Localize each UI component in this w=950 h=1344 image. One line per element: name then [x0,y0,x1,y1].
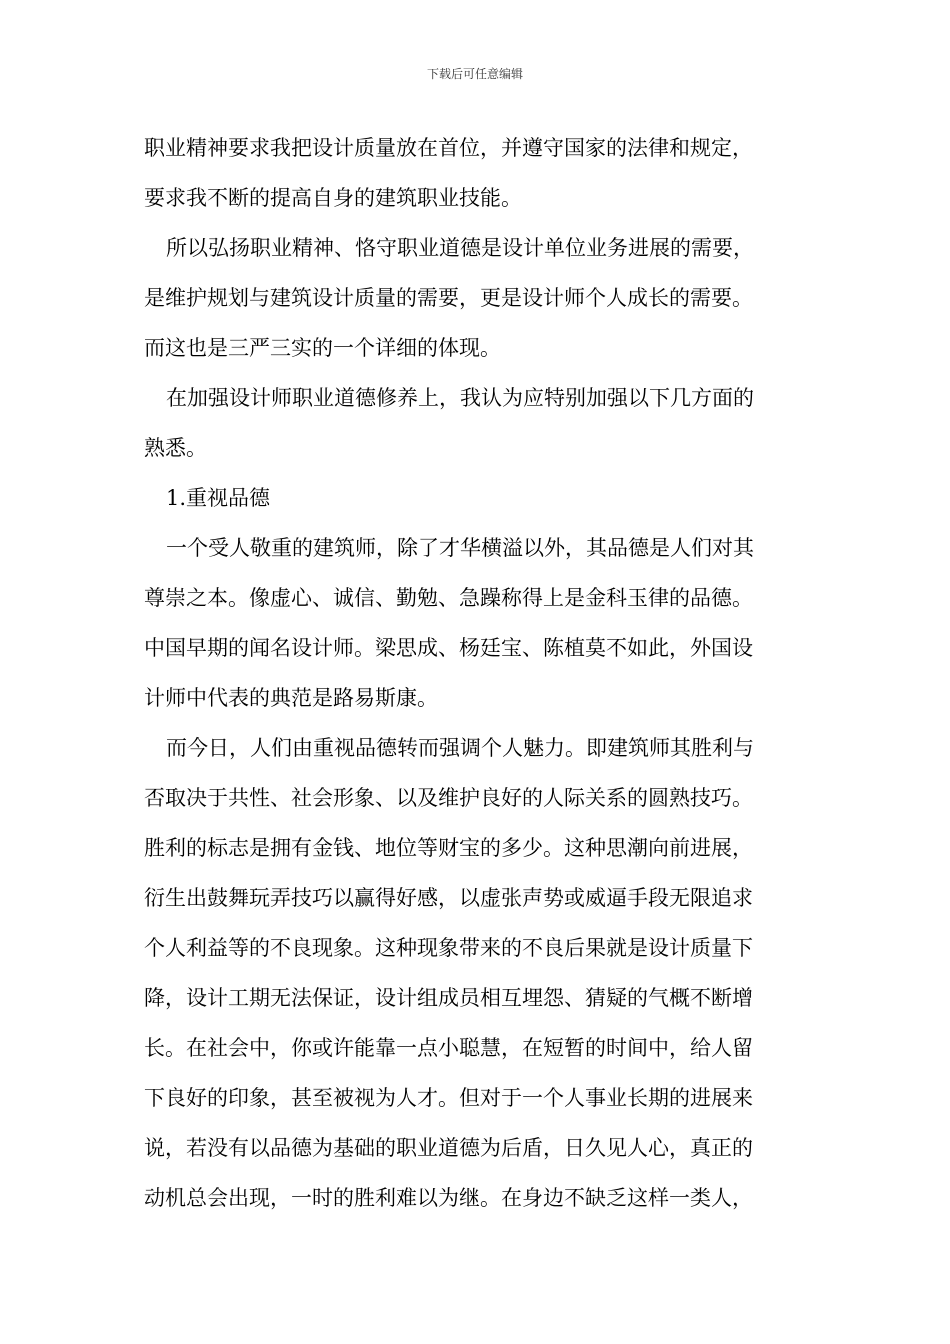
section-heading: 1.重视品德 [166,486,271,510]
text-line: 胜利的标志是拥有金钱、地位等财宝的多少。这种思潮向前进展， [144,836,753,860]
text-line: 而这也是三严三实的一个详细的体现。 [144,336,501,360]
text-line: 计师中代表的典范是路易斯康。 [144,686,438,710]
text-line: 下良好的印象，甚至被视为人才。但对于一个人事业长期的进展来 [144,1086,753,1110]
text-line: 职业精神要求我把设计质量放在首位，并遵守国家的法律和规定， [144,136,753,160]
document-body [144,123,808,1223]
text-line: 否取决于共性、社会形象、以及维护良好的人际关系的圆熟技巧。 [144,786,753,810]
text-line: 是维护规划与建筑设计质量的需要，更是设计师个人成长的需要。 [144,286,753,310]
text-line: 个人利益等的不良现象。这种现象带来的不良后果就是设计质量下 [144,936,753,960]
text-line: 降，设计工期无法保证，设计组成员相互埋怨、猜疑的气概不断增 [144,986,753,1010]
text-line: 一个受人敬重的建筑师，除了才华横溢以外，其品德是人们对其 [166,536,754,560]
text-line: 所以弘扬职业精神、恪守职业道德是设计单位业务进展的需要， [166,236,754,260]
text-line: 衍生出鼓舞玩弄技巧以赢得好感，以虚张声势或威逼手段无限追求 [144,886,753,910]
text-line: 说，若没有以品德为基础的职业道德为后盾，日久见人心，真正的 [144,1136,753,1160]
text-line: 熟悉。 [144,436,207,460]
text-line: 而今日，人们由重视品德转而强调个人魅力。即建筑师其胜利与 [166,736,754,760]
text-line: 尊崇之本。像虚心、诚信、勤勉、急躁称得上是金科玉律的品德。 [144,586,753,610]
page-header: 下载后可任意编辑 [426,67,523,81]
text-line: 在加强设计师职业道德修养上，我认为应特别加强以下几方面的 [166,386,754,410]
text-line: 要求我不断的提高自身的建筑职业技能。 [144,186,522,210]
text-line: 中国早期的闻名设计师。梁思成、杨廷宝、陈植莫不如此，外国设 [144,636,753,660]
text-line: 长。在社会中，你或许能靠一点小聪慧，在短暂的时间中，给人留 [144,1036,753,1060]
text-line: 动机总会出现，一时的胜利难以为继。在身边不缺乏这样一类人， [144,1186,753,1210]
